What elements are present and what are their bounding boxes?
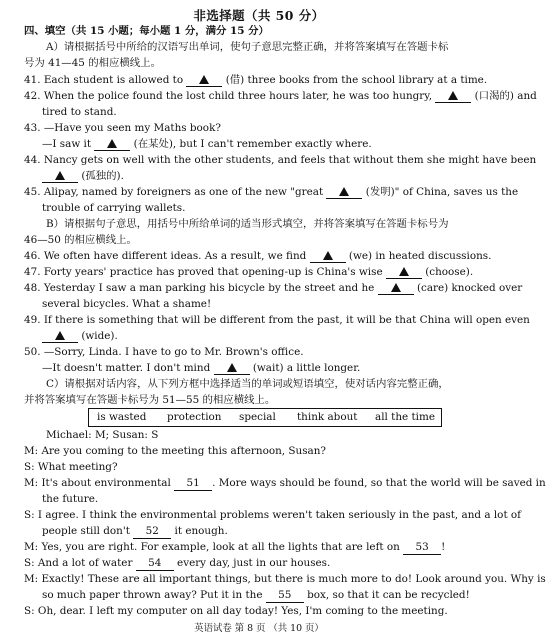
part-b-instruction-cont: 46—50 的相应横线上。 <box>24 234 137 246</box>
answer-blank-52[interactable]: 52 <box>133 524 171 539</box>
triangle-icon <box>448 91 458 100</box>
question-48: 48. Yesterday I saw a man parking his bicycle by the street and he (care) knocked over <box>24 282 523 294</box>
answer-blank-55[interactable]: 55 <box>266 588 304 603</box>
triangle-icon <box>339 187 349 196</box>
question-42-cont: tired to stand. <box>42 106 117 118</box>
question-41: 41. Each student is allowed to (借) three books from the school library at a time. <box>24 74 488 86</box>
question-42: 42. When the police found the lost child three hours later, he was too hungry, (口渴的) and <box>24 90 537 102</box>
section-heading: 四、填空（共 15 小题；每小题 1 分，满分 15 分） <box>24 25 269 37</box>
part-c-instruction: C）请根据对话内容，从下列方框中选择适当的单词或短语填空，使对话内容完整正确， <box>46 378 449 390</box>
word-bank-item: is wasted <box>97 411 147 423</box>
answer-blank-43[interactable] <box>94 139 130 151</box>
part-a-instruction: A）请根据括号中所给的汉语写出单词，使句子意思完整正确，并将答案填写在答题卡标 <box>46 41 449 53</box>
triangle-icon <box>227 363 237 372</box>
page-footer: 英语试卷 第 8 页 （共 10 页） <box>194 623 324 634</box>
answer-blank-45[interactable] <box>326 187 362 199</box>
dialogue-line: S: What meeting? <box>24 461 118 473</box>
dialogue-line: S: I agree. I think the environmental problems weren't taken seriously in the past, and a lot of <box>24 509 522 521</box>
word-bank-item: protection <box>167 411 222 423</box>
answer-blank-42[interactable] <box>435 91 471 103</box>
question-48-cont: several bicycles. What a shame! <box>42 298 212 310</box>
answer-blank-47[interactable] <box>386 267 422 279</box>
dialogue-line-cont: the future. <box>42 493 99 505</box>
word-bank-item: think about <box>297 411 358 423</box>
question-44: 44. Nancy gets on well with the other students, and feels that without them she might have been <box>24 154 537 166</box>
dialogue-line: M: It's about environmental 51 . More ways should be found, so that the world will be saved in <box>24 477 546 489</box>
word-bank-box <box>88 408 442 427</box>
part-b-instruction: B）请根据句子意思，用括号中所给单词的适当形式填空，并将答案填写在答题卡标号为 <box>46 218 449 230</box>
triangle-icon <box>55 331 65 340</box>
answer-blank-41[interactable] <box>186 75 222 87</box>
question-43-reply: —I saw it (在某处), but I can't remember exactly where. <box>42 138 372 150</box>
question-50: 50. —Sorry, Linda. I have to go to Mr. Brown's office. <box>24 346 304 358</box>
dialogue-line-cont: people still don't 52 it enough. <box>42 525 228 537</box>
triangle-icon <box>107 139 117 148</box>
triangle-icon <box>391 283 401 292</box>
answer-blank-48[interactable] <box>378 283 414 295</box>
page-title: 非选择题（共 50 分） <box>193 8 325 23</box>
question-49-cont: (wide). <box>42 329 118 343</box>
dialogue-line-cont: so much paper thrown away? Put it in the 55 box, so that it can be recycled! <box>42 589 470 601</box>
word-bank-item: all the time <box>375 411 435 423</box>
triangle-icon <box>199 75 209 84</box>
question-45-cont: trouble of carrying wallets. <box>42 202 186 214</box>
question-44-cont: (孤独的). <box>42 169 124 183</box>
question-46: 46. We often have different ideas. As a result, we find (we) in heated discussions. <box>24 250 492 262</box>
answer-blank-44[interactable] <box>42 171 78 183</box>
part-a-instruction-cont: 号为 41—45 的相应横线上。 <box>24 57 161 69</box>
answer-blank-54[interactable]: 54 <box>136 556 174 571</box>
part-c-instruction-cont: 并将答案填写在答题卡标号为 51—55 的相应横线上。 <box>24 394 276 406</box>
word-bank-item: special <box>239 411 276 423</box>
answer-blank-50[interactable] <box>214 363 250 375</box>
triangle-icon <box>323 251 333 260</box>
answer-blank-46[interactable] <box>310 251 346 263</box>
triangle-icon <box>55 171 65 180</box>
question-47: 47. Forty years' practice has proved that opening-up is China's wise (choose). <box>24 266 474 278</box>
answer-blank-51[interactable]: 51 <box>174 476 212 491</box>
question-45: 45. Alipay, named by foreigners as one of the new "great (发明)" of China, saves us the <box>24 186 519 198</box>
question-49: 49. If there is something that will be different from the past, it will be that China will open even <box>24 314 530 326</box>
triangle-icon <box>399 267 409 276</box>
dialogue-line: M: Exactly! These are all important things, but there is much more to do! Look around you. Why is <box>24 573 546 585</box>
answer-blank-49[interactable] <box>42 331 78 343</box>
dialogue-line: S: Oh, dear. I left my computer on all day today! Yes, I'm coming to the meeting. <box>24 605 448 617</box>
dialogue-line: S: And a lot of water 54 every day, just in our houses. <box>24 557 331 569</box>
question-50-reply: —It doesn't matter. I don't mind (wait) a little longer. <box>42 362 361 374</box>
speaker-key: Michael: M; Susan: S <box>46 429 159 441</box>
dialogue-line: M: Yes, you are right. For example, look at all the lights that are left on 53 ! <box>24 541 446 553</box>
answer-blank-53[interactable]: 53 <box>403 540 441 555</box>
question-43: 43. —Have you seen my Maths book? <box>24 122 221 134</box>
dialogue-line: M: Are you coming to the meeting this afternoon, Susan? <box>24 445 326 457</box>
